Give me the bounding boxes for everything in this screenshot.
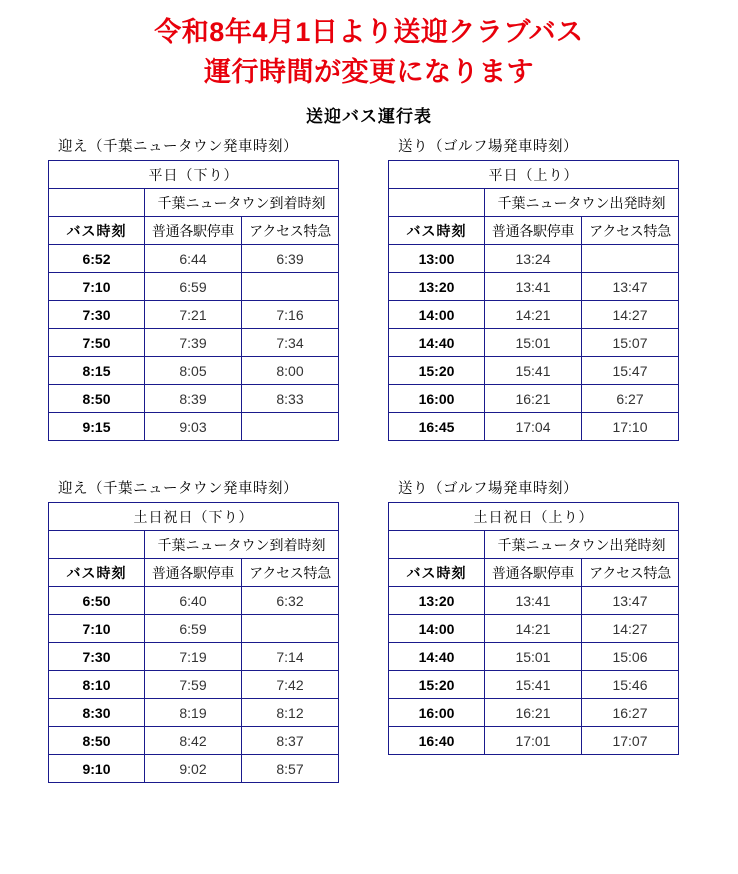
- table-row-group-header: [49, 531, 339, 559]
- local-time: 6:40: [145, 587, 242, 615]
- table-row-title: [49, 161, 339, 189]
- local-time: 6:59: [145, 273, 242, 301]
- table-row-column-headers: [389, 217, 679, 245]
- bus-time: 16:45: [389, 413, 485, 441]
- local-time: 8:39: [145, 385, 242, 413]
- table-row-group-header: [49, 189, 339, 217]
- bus-time: 7:30: [49, 301, 145, 329]
- empty-cell: [49, 531, 145, 559]
- local-time: 7:21: [145, 301, 242, 329]
- express-time: 6:39: [242, 245, 339, 273]
- schedule-table-holiday-dropoff: [388, 502, 679, 755]
- table-row: [49, 273, 339, 301]
- express-time: 15:06: [582, 643, 679, 671]
- bus-time: 6:52: [49, 245, 145, 273]
- column-header-local: 普通各駅停車: [485, 217, 582, 245]
- table-row: [389, 587, 679, 615]
- headline-line-1: 令和8年4月1日より送迎クラブバス: [154, 17, 584, 47]
- bus-time: 14:00: [389, 615, 485, 643]
- express-time: 8:37: [242, 727, 339, 755]
- express-time: 8:33: [242, 385, 339, 413]
- page-subtitle: 送迎バス運行表: [306, 107, 432, 126]
- local-time: 7:59: [145, 671, 242, 699]
- table-row: [389, 357, 679, 385]
- local-time: 8:19: [145, 699, 242, 727]
- group-header: 千葉ニュータウン到着時刻: [145, 189, 339, 217]
- table-row: [389, 413, 679, 441]
- express-time: 7:34: [242, 329, 339, 357]
- table-row: [389, 385, 679, 413]
- local-time: 16:21: [485, 385, 582, 413]
- block-caption: 迎え（千葉ニュータウン発車時刻）: [58, 139, 298, 155]
- column-header-express: アクセス特急: [582, 559, 679, 587]
- local-time: 15:41: [485, 671, 582, 699]
- table-row-title: [389, 161, 679, 189]
- column-header-bus-time: バス時刻: [49, 217, 145, 245]
- bus-time: 7:10: [49, 615, 145, 643]
- table-row: [389, 273, 679, 301]
- local-time: 14:21: [485, 615, 582, 643]
- express-time: 6:32: [242, 587, 339, 615]
- bus-time: 13:00: [389, 245, 485, 273]
- local-time: 8:05: [145, 357, 242, 385]
- schedule-block-weekday-pickup: [0, 135, 350, 441]
- table-row: [49, 643, 339, 671]
- table-row: [389, 301, 679, 329]
- table-row: [389, 329, 679, 357]
- local-time: 13:41: [485, 273, 582, 301]
- express-time: [242, 413, 339, 441]
- schedule-table-weekday-pickup: [48, 160, 339, 441]
- local-time: 9:02: [145, 755, 242, 783]
- bus-time: 16:00: [389, 385, 485, 413]
- table-row: [49, 615, 339, 643]
- table-row-column-headers: [49, 217, 339, 245]
- column-header-express: アクセス特急: [242, 559, 339, 587]
- column-header-bus-time: バス時刻: [389, 559, 485, 587]
- table-row: [49, 385, 339, 413]
- column-header-express: アクセス特急: [242, 217, 339, 245]
- bus-time: 13:20: [389, 273, 485, 301]
- table-title: 土日祝日（下り）: [49, 503, 339, 531]
- bus-time: 16:40: [389, 727, 485, 755]
- bus-time: 9:10: [49, 755, 145, 783]
- table-row-group-header: [389, 189, 679, 217]
- express-time: [242, 615, 339, 643]
- table-row: [389, 245, 679, 273]
- bus-time: 8:50: [49, 385, 145, 413]
- bus-time: 14:40: [389, 643, 485, 671]
- local-time: 16:21: [485, 699, 582, 727]
- section-spacer: [0, 441, 738, 469]
- local-time: 6:59: [145, 615, 242, 643]
- column-header-local: 普通各駅停車: [145, 559, 242, 587]
- local-time: 14:21: [485, 301, 582, 329]
- express-time: 6:27: [582, 385, 679, 413]
- bus-time: 8:15: [49, 357, 145, 385]
- local-time: 7:19: [145, 643, 242, 671]
- express-time: 14:27: [582, 615, 679, 643]
- table-row: [49, 671, 339, 699]
- local-time: 6:44: [145, 245, 242, 273]
- local-time: 9:03: [145, 413, 242, 441]
- table-row: [389, 615, 679, 643]
- express-time: 15:46: [582, 671, 679, 699]
- bus-time: 13:20: [389, 587, 485, 615]
- table-row: [49, 357, 339, 385]
- table-row: [49, 245, 339, 273]
- table-row: [49, 301, 339, 329]
- table-row: [389, 727, 679, 755]
- schedule-table-holiday-pickup: [48, 502, 339, 783]
- local-time: 17:01: [485, 727, 582, 755]
- bus-time: 14:00: [389, 301, 485, 329]
- express-time: 8:57: [242, 755, 339, 783]
- schedule-grid-top: [0, 135, 738, 441]
- express-time: 17:10: [582, 413, 679, 441]
- express-time: 14:27: [582, 301, 679, 329]
- bus-time: 7:30: [49, 643, 145, 671]
- express-time: 13:47: [582, 587, 679, 615]
- local-time: 13:41: [485, 587, 582, 615]
- schedule-grid-bottom: [0, 477, 738, 783]
- group-header: 千葉ニュータウン出発時刻: [485, 531, 679, 559]
- empty-cell: [389, 531, 485, 559]
- local-time: 17:04: [485, 413, 582, 441]
- table-row: [49, 413, 339, 441]
- table-row: [49, 727, 339, 755]
- group-header: 千葉ニュータウン到着時刻: [145, 531, 339, 559]
- bus-time: 6:50: [49, 587, 145, 615]
- table-title: 平日（上り）: [389, 161, 679, 189]
- table-title: 平日（下り）: [49, 161, 339, 189]
- table-row-column-headers: [49, 559, 339, 587]
- table-row: [49, 699, 339, 727]
- block-caption: 送り（ゴルフ場発車時刻）: [398, 481, 578, 497]
- express-time: [242, 273, 339, 301]
- column-header-express: アクセス特急: [582, 217, 679, 245]
- table-row: [389, 671, 679, 699]
- local-time: 15:01: [485, 643, 582, 671]
- schedule-block-holiday-pickup: [0, 477, 350, 783]
- express-time: [582, 245, 679, 273]
- bus-time: 16:00: [389, 699, 485, 727]
- local-time: 15:41: [485, 357, 582, 385]
- local-time: 8:42: [145, 727, 242, 755]
- table-row-column-headers: [389, 559, 679, 587]
- schedule-block-weekday-dropoff: [350, 135, 738, 441]
- bus-time: 8:50: [49, 727, 145, 755]
- express-time: 15:47: [582, 357, 679, 385]
- headline-line-2: 運行時間が変更になります: [204, 57, 534, 87]
- express-time: 16:27: [582, 699, 679, 727]
- block-caption: 送り（ゴルフ場発車時刻）: [398, 139, 578, 155]
- column-header-bus-time: バス時刻: [389, 217, 485, 245]
- page-headline: [0, 0, 738, 92]
- table-row: [49, 329, 339, 357]
- empty-cell: [49, 189, 145, 217]
- bus-time: 15:20: [389, 671, 485, 699]
- bus-time: 15:20: [389, 357, 485, 385]
- column-header-bus-time: バス時刻: [49, 559, 145, 587]
- table-row-title: [49, 503, 339, 531]
- bus-time: 8:10: [49, 671, 145, 699]
- express-time: 17:07: [582, 727, 679, 755]
- express-time: 15:07: [582, 329, 679, 357]
- table-row: [389, 643, 679, 671]
- empty-cell: [389, 189, 485, 217]
- block-caption: 迎え（千葉ニュータウン発車時刻）: [58, 481, 298, 497]
- bus-time: 14:40: [389, 329, 485, 357]
- table-row: [389, 699, 679, 727]
- local-time: 13:24: [485, 245, 582, 273]
- table-row: [49, 755, 339, 783]
- schedule-table-weekday-dropoff: [388, 160, 679, 441]
- table-title: 土日祝日（上り）: [389, 503, 679, 531]
- bus-time: 7:10: [49, 273, 145, 301]
- schedule-block-holiday-dropoff: [350, 477, 738, 783]
- express-time: 7:42: [242, 671, 339, 699]
- table-row-title: [389, 503, 679, 531]
- column-header-local: 普通各駅停車: [485, 559, 582, 587]
- express-time: 8:12: [242, 699, 339, 727]
- local-time: 7:39: [145, 329, 242, 357]
- express-time: 13:47: [582, 273, 679, 301]
- bus-time: 7:50: [49, 329, 145, 357]
- express-time: 8:00: [242, 357, 339, 385]
- express-time: 7:16: [242, 301, 339, 329]
- table-row-group-header: [389, 531, 679, 559]
- bus-time: 9:15: [49, 413, 145, 441]
- express-time: 7:14: [242, 643, 339, 671]
- bus-time: 8:30: [49, 699, 145, 727]
- table-row: [49, 587, 339, 615]
- local-time: 15:01: [485, 329, 582, 357]
- column-header-local: 普通各駅停車: [145, 217, 242, 245]
- group-header: 千葉ニュータウン出発時刻: [485, 189, 679, 217]
